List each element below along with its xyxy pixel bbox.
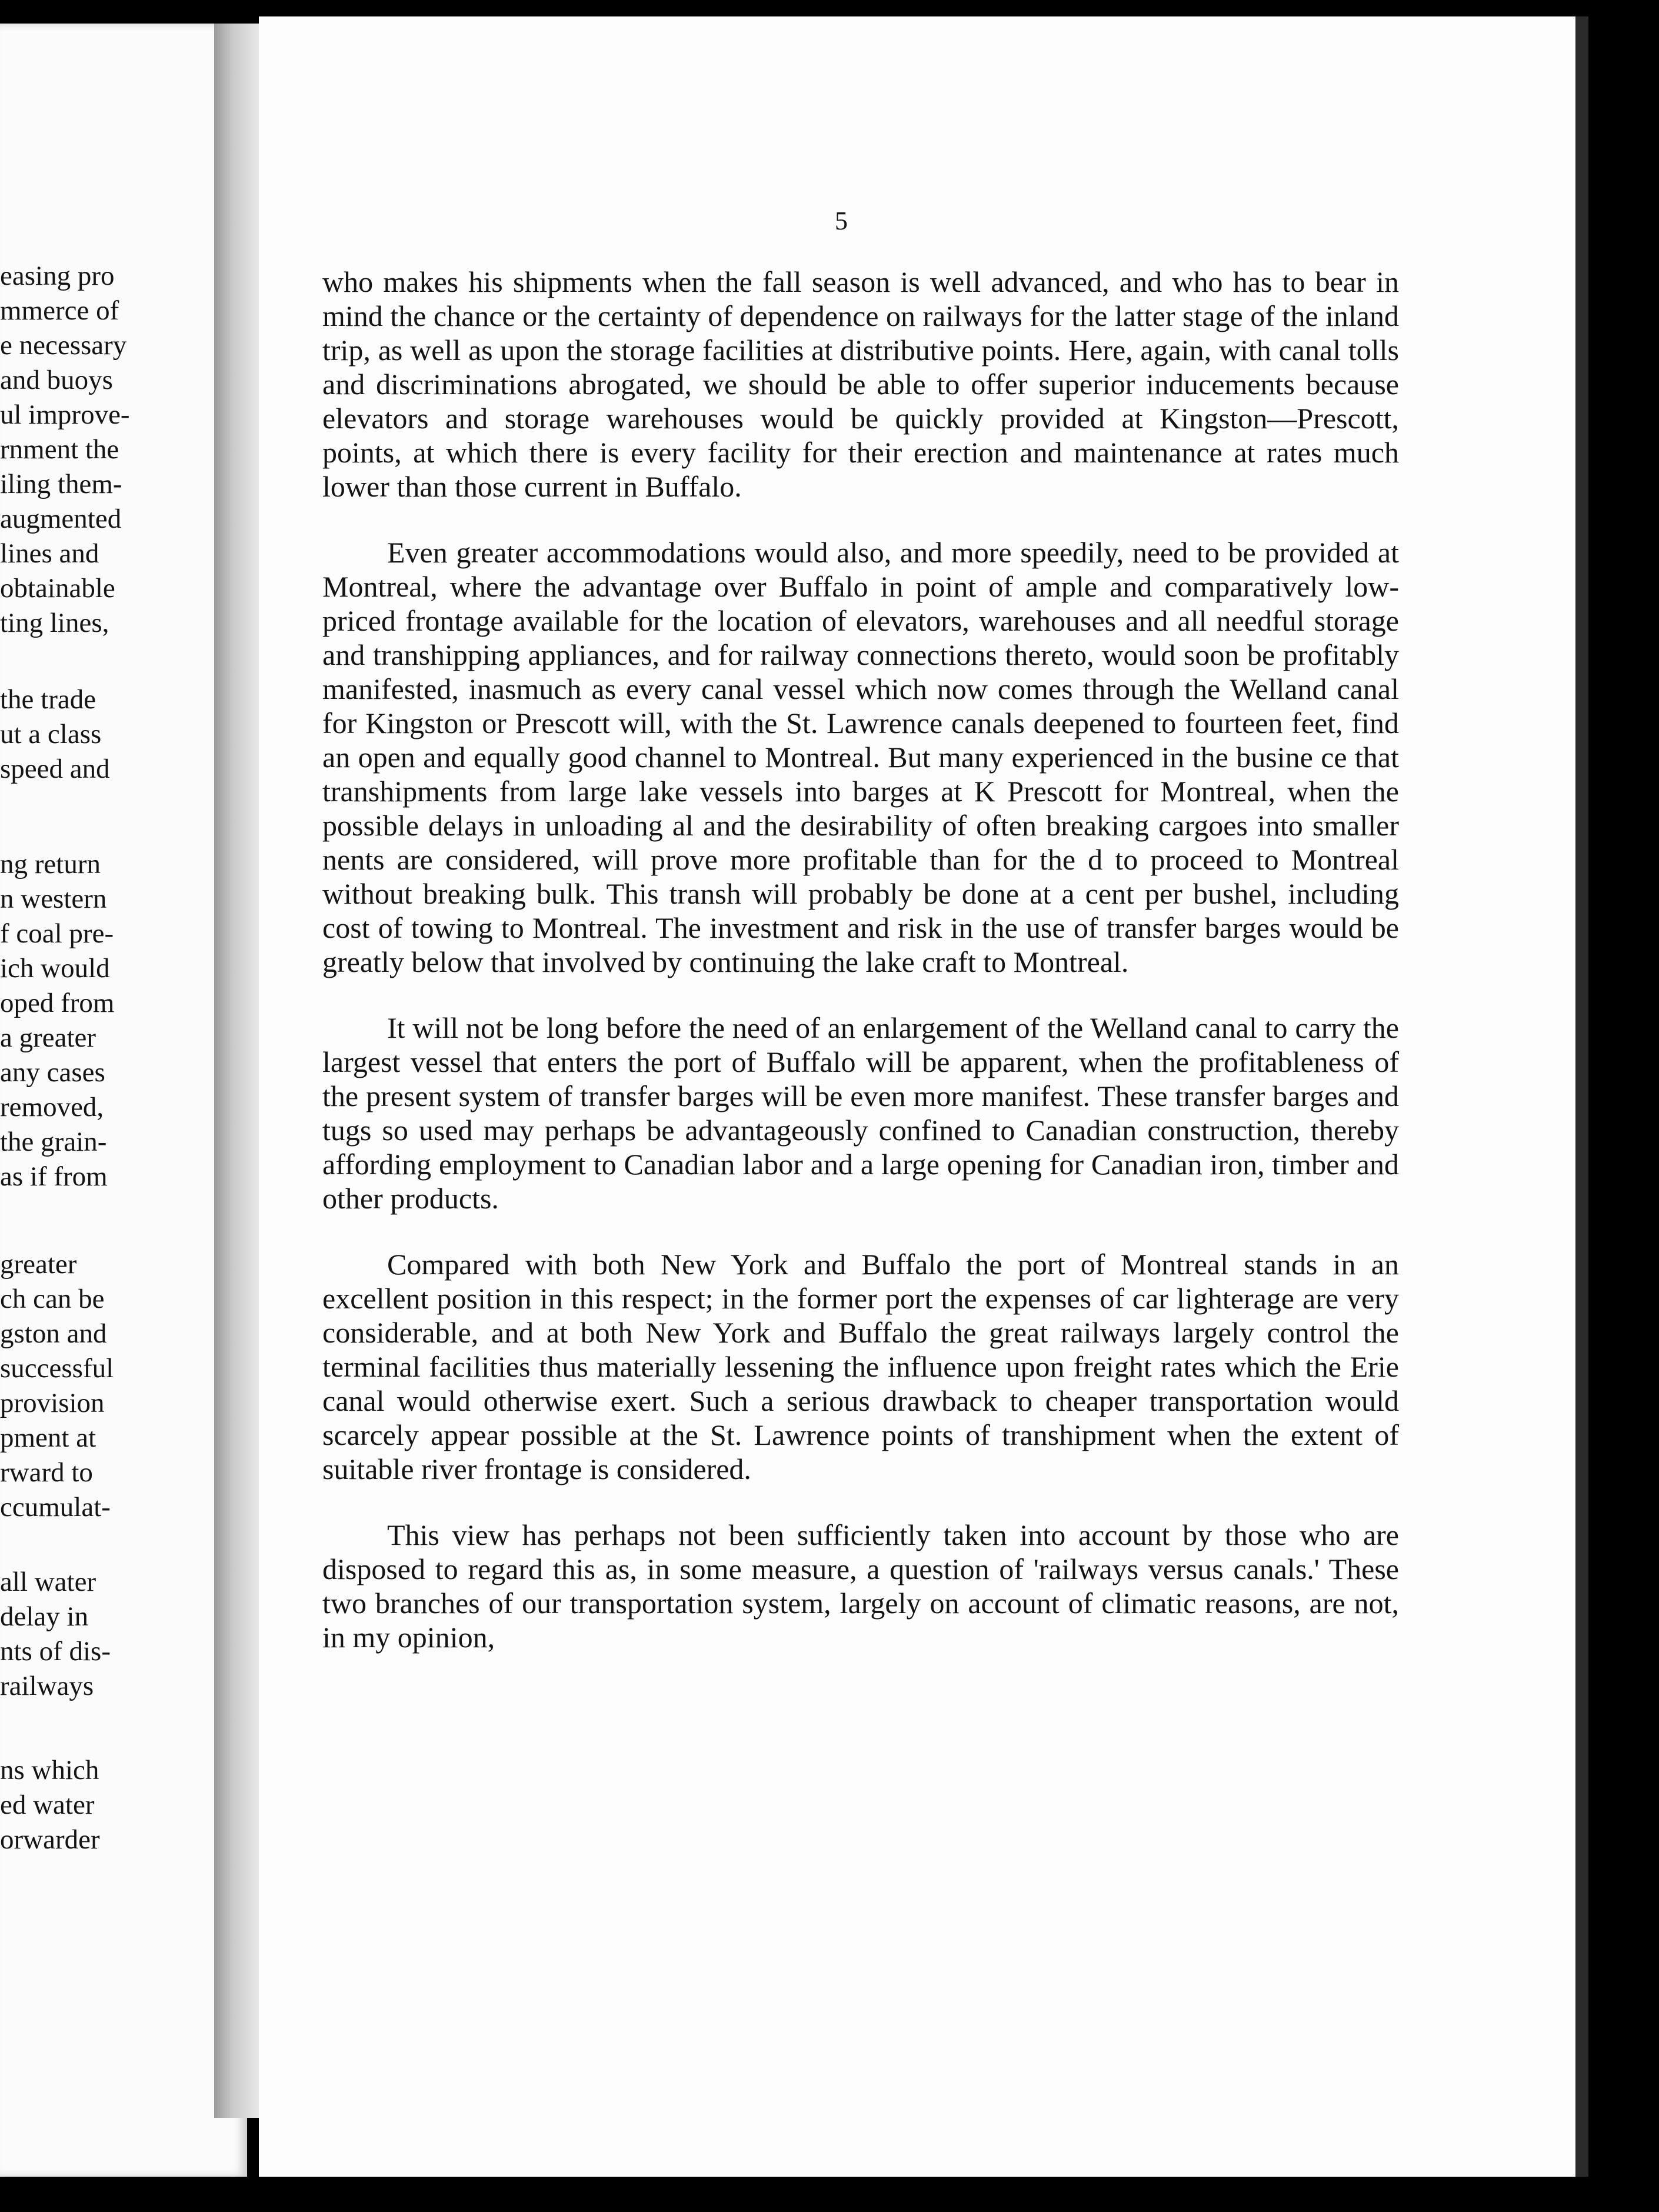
- left-page-line: gston and: [0, 1318, 107, 1349]
- left-page-line: and buoys: [0, 365, 113, 395]
- left-page-text-block: [0, 1753, 166, 1857]
- left-page-text-block: [0, 259, 166, 641]
- left-page-line: as if from: [0, 1161, 108, 1192]
- paragraph: who makes his shipments when the fall season is well advanced, and who has to bear in mind the chance or the certainty of dependence on railways for the latter stage of the inland trip, as well as upon the storage facilities at distributive points. Here, again, with canal tolls and discriminations abrogated, we should be able to offer superior inducements because elevators and storage warehouses would be quickly provided at Kingston—Prescott, points, at which there is every facility for their erection and maintenance at rates much lower than those current in Buffalo.: [322, 265, 1399, 503]
- page-body: [322, 265, 1399, 1686]
- left-page-line: n western: [0, 884, 107, 914]
- left-page-line: lines and: [0, 538, 99, 569]
- left-page-line: obtainable: [0, 573, 115, 604]
- left-page-text-block: [0, 847, 166, 1194]
- left-page-line: ccumulat-: [0, 1492, 111, 1523]
- paragraph: This view has perhaps not been sufficiently taken into account by those who are disposed to regard this as, in some measure, a question of 'railways versus canals.' These two branches of our transportation system, largely on account of climatic reasons, are not, in my opinion,: [322, 1518, 1399, 1654]
- left-page-line: any cases: [0, 1057, 105, 1088]
- left-page-line: greater: [0, 1249, 77, 1280]
- left-page-line: nts of dis-: [0, 1636, 111, 1667]
- left-page-line: ed water: [0, 1790, 95, 1820]
- left-page-line: the grain-: [0, 1127, 107, 1157]
- left-page-line: successful: [0, 1353, 114, 1384]
- left-page-text-block: [0, 1565, 166, 1704]
- left-page-line: ns which: [0, 1755, 99, 1785]
- left-page-line: railways: [0, 1671, 94, 1701]
- left-page-text-block: [0, 1247, 166, 1525]
- book-gutter: [214, 24, 259, 2118]
- left-page-line: orwarder: [0, 1824, 100, 1855]
- left-page-line: provision: [0, 1388, 105, 1418]
- page-edge: [1575, 16, 1588, 2177]
- left-page-line: ng return: [0, 849, 101, 880]
- left-page-line: ting lines,: [0, 608, 109, 638]
- page-number: 5: [835, 206, 848, 235]
- left-page-text-block: [0, 682, 166, 787]
- left-page-line: a greater: [0, 1022, 96, 1053]
- left-page-line: rward to: [0, 1457, 93, 1488]
- left-page-line: rnment the: [0, 434, 119, 465]
- left-page-line: e necessary: [0, 330, 127, 361]
- paragraph: It will not be long before the need of an enlargement of the Welland canal to carry the largest vessel that enters the port of Buffalo will be apparent, when the profitableness of the present system of transfer barges will be even more manifest. These transfer barges and tugs so used may perhaps be advantageously confined to Canadian construction, thereby affording employment to Canadian labor and a large opening for Canadian iron, timber and other products.: [322, 1011, 1399, 1215]
- left-page-line: speed and: [0, 754, 110, 784]
- left-facing-page: [0, 24, 247, 2177]
- paragraph: Even greater accommodations would also, and more speedily, need to be provided at Montreal, where the advantage over Buffalo in point of ample and comparatively low-priced frontage available for the location of elevators, warehouses and all needful storage and transhipping appliances, and for railway connections thereto, would soon be profitably manifested, inasmuch as every canal vessel which now comes through the Welland canal for Kingston or Prescott will, with the St. Lawrence canals deepened to fourteen feet, find an open and equally good channel to Montreal. But many experienced in the busine ce that transhipments from large lake vessels into barges at K Prescott for Montreal, when the possible delays in unloading al and the desirability of often breaking cargoes into smaller nents are considered, will prove more profitable than for the d to proceed to Montreal without breaking bulk. This transh will probably be done at a cent per bushel, including cost of towing to Montreal. The investment and risk in the use of transfer barges would be greatly below that involved by continuing the lake craft to Montreal.: [322, 536, 1399, 978]
- left-page-line: all water: [0, 1567, 96, 1597]
- left-page-line: iling them-: [0, 469, 122, 499]
- left-page-line: ich would: [0, 953, 110, 984]
- left-page-line: oped from: [0, 988, 115, 1018]
- left-page-line: f coal pre-: [0, 918, 114, 949]
- left-page-line: ch can be: [0, 1284, 105, 1314]
- left-page-line: removed,: [0, 1092, 104, 1122]
- left-page-line: the trade: [0, 684, 96, 715]
- left-page-line: ut a class: [0, 719, 102, 749]
- left-page-line: augmented: [0, 504, 122, 534]
- left-page-line: delay in: [0, 1601, 89, 1632]
- left-page-line: easing pro: [0, 261, 115, 291]
- left-page-line: mmerce of: [0, 295, 119, 326]
- paragraph: Compared with both New York and Buffalo the port of Montreal stands in an excellent position in this respect; in the former port the expenses of car lighterage are very considerable, and at both New York and Buffalo the great railways largely control the terminal facilities thus materially lessening the influence upon freight rates which the Erie canal would otherwise exert. Such a serious drawback to cheaper transportation would scarcely appear possible at the St. Lawrence points of transhipment when the extent of suitable river frontage is considered.: [322, 1248, 1399, 1485]
- left-page-line: ul improve-: [0, 399, 130, 430]
- left-page-line: pment at: [0, 1423, 96, 1453]
